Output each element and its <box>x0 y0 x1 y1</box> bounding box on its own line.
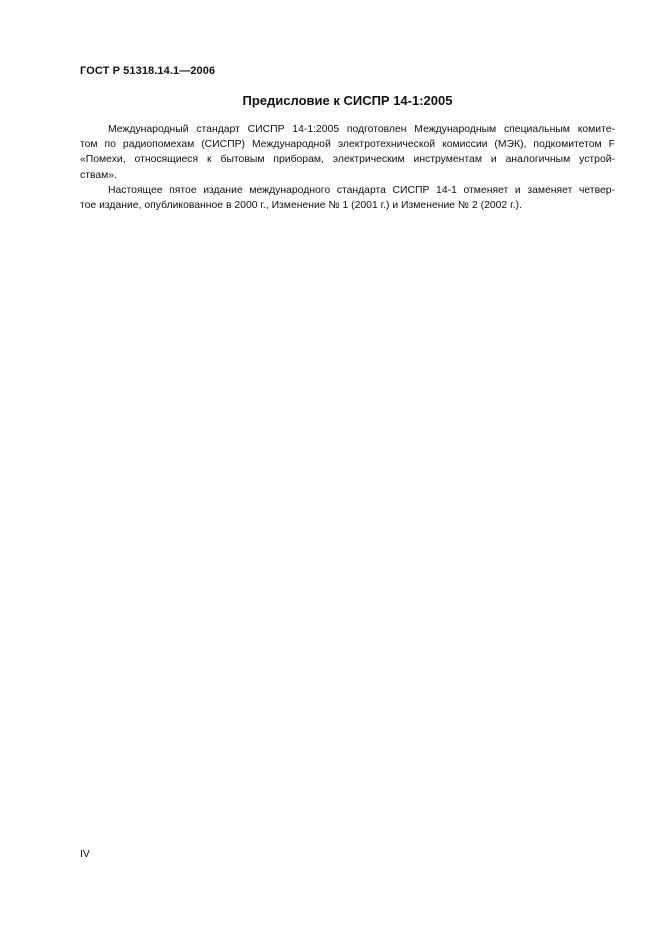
paragraph-1-line-4: ствам». <box>80 169 117 181</box>
paragraph-1-line-3: «Помехи, относящиеся к бытовым приборам, электрическим инструментам и аналогичным устрой- <box>80 154 615 166</box>
section-title: Предисловие к СИСПР 14-1:2005 <box>242 93 453 108</box>
paragraph-2-line-2: тое издание, опубликованное в 2000 г., Изменение № 1 (2001 г.) и Изменение № 2 (2002 г.). <box>80 200 522 212</box>
paragraph-1 <box>80 122 615 183</box>
paragraph-2-line-1: Настоящее пятое издание международного стандарта СИСПР 14-1 отменяет и заменяет четвер- <box>108 184 615 196</box>
page-number: IV <box>80 849 90 860</box>
document-code-header: ГОСТ Р 51318.14.1—2006 <box>80 65 216 77</box>
paragraph-2 <box>80 183 615 213</box>
paragraph-1-line-1: Международный стандарт СИСПР 14-1:2005 подготовлен Международным специальным комите- <box>108 124 615 135</box>
body-text <box>80 122 615 213</box>
paragraph-1-line-2: том по радиопомехам (СИСПР) Международной электротехнической комиссии (МЭК), подкомитетом F <box>80 139 615 151</box>
